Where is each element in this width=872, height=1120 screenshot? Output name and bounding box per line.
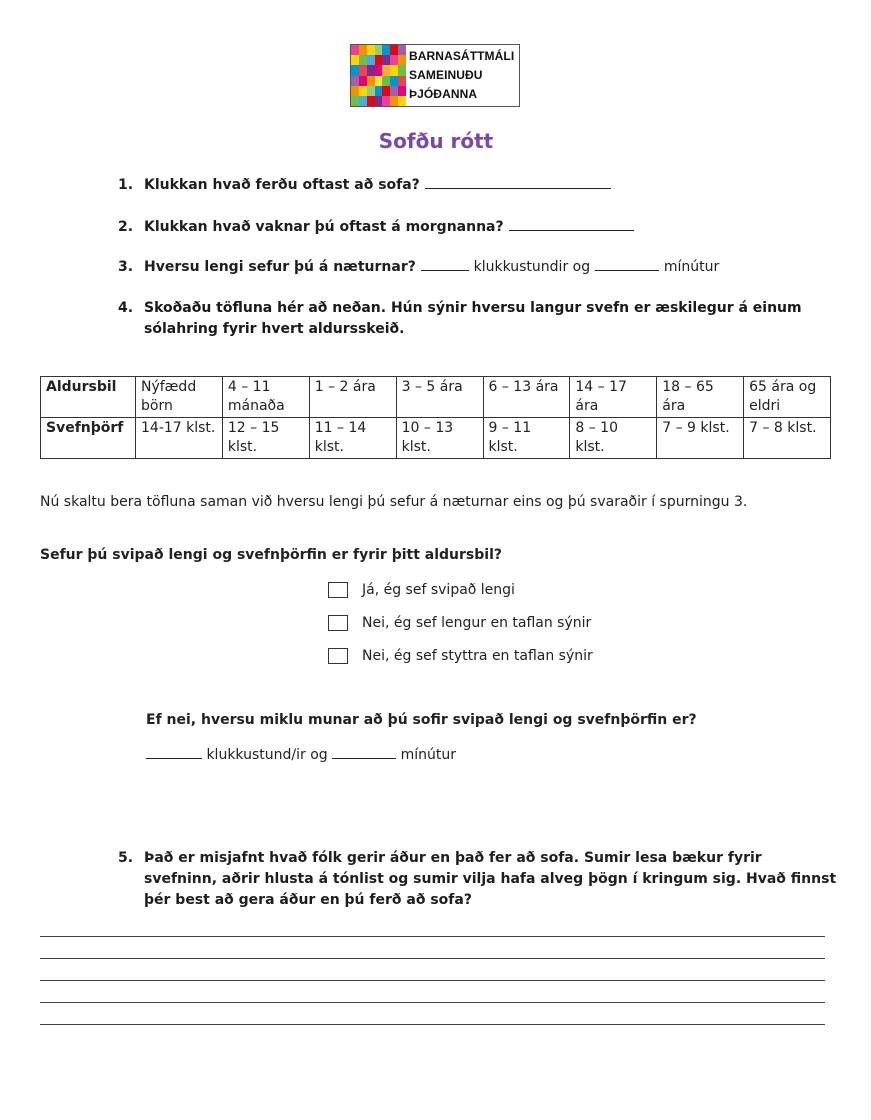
logo-tile [390,65,398,75]
logo-tile [398,96,406,106]
question-2-number: 2. [118,219,134,235]
logo-tile [367,86,375,96]
answer-line[interactable] [40,980,825,981]
table-cell: 7 – 9 klst. [657,418,744,459]
logo-tile [359,55,367,65]
question-3-minutes-blank[interactable] [595,258,659,271]
logo-tile [351,65,359,75]
difference-minutes-label: mínútur [400,747,456,763]
question-3-minutes-label: mínútur [663,259,720,275]
table-cell: 65 ára og eldri [744,377,831,418]
logo-tile [390,76,398,86]
answer-line[interactable] [40,1002,825,1003]
option-shorter[interactable] [328,648,593,664]
logo-tile [398,45,406,55]
question-1-number: 1. [118,177,134,193]
difference-answer [146,746,456,763]
question-3-hours-blank[interactable] [421,258,469,271]
answer-line[interactable] [40,958,825,959]
logo-tile [382,65,390,75]
difference-question: Ef nei, hversu miklu munar að þú sofir svipað lengi og svefnþörfin er? [146,712,697,728]
logo-tile [351,86,359,96]
logo-tile [375,96,383,106]
question-2-text: Klukkan hvað vaknar þú oftast á morgnanna? [144,219,504,235]
option-longer[interactable] [328,615,591,631]
logo-tile [359,65,367,75]
logo-tile [390,86,398,96]
table-row-age [41,377,831,418]
question-1-answer-blank[interactable] [425,176,611,189]
table-cell: 10 – 13 klst. [396,418,483,459]
question-1 [118,176,611,193]
logo-tile [398,55,406,65]
table-cell: 9 – 11 klst. [483,418,570,459]
option-same-label: Já, ég sef svipað lengi [362,582,515,598]
logo-tile [351,76,359,86]
logo-tile [367,45,375,55]
logo-tile [390,45,398,55]
logo-tile [398,65,406,75]
table-cell: 6 – 13 ára [483,377,570,418]
table-cell: 14 – 17 ára [570,377,657,418]
question-4-number: 4. [118,300,134,316]
logo-tile [398,76,406,86]
logo-tile [367,76,375,86]
logo-tile [375,86,383,96]
question-4 [118,298,818,340]
question-5-text: Það er misjafnt hvað fólk gerir áður en það fer að sofa. Sumir lesa bækur fyrir svefninn, aðrir hlusta á tónlist og sumir vilja hafa alveg þögn í kringum sig. Hvað finnst þér best að gera áður en þú ferð að sofa? [144,850,837,908]
logo-tile [375,55,383,65]
logo-tile [382,45,390,55]
question-3-number: 3. [118,259,134,275]
logo-tile [398,86,406,96]
logo-tile [359,96,367,106]
logo-tile [375,76,383,86]
logo-tile [359,45,367,55]
question-1-text: Klukkan hvað ferðu oftast að sofa? [144,177,420,193]
logo-tile [367,55,375,65]
difference-hours-blank[interactable] [146,746,202,759]
compare-instruction: Nú skaltu bera töfluna saman við hversu lengi þú sefur á næturnar eins og þú svaraðir í spurningu 3. [40,494,748,510]
checkbox-shorter[interactable] [328,648,348,664]
sleep-needs-table [40,376,831,459]
logo-tile [382,86,390,96]
table-cell: 18 – 65 ára [657,377,744,418]
table-cell: 11 – 14 klst. [309,418,396,459]
logo-tile [375,45,383,55]
logo-tile [390,55,398,65]
option-shorter-label: Nei, ég sef styttra en taflan sýnir [362,648,593,664]
un-crc-logo [350,44,520,107]
logo-tile [382,76,390,86]
question-4-text: Skoðaðu töfluna hér að neðan. Hún sýnir hversu langur svefn er æskilegur á einum sólahring fyrir hvert aldursskeið. [144,300,802,337]
logo-tile [359,76,367,86]
row-header-age: Aldursbil [41,377,136,418]
logo-tile [390,96,398,106]
option-longer-label: Nei, ég sef lengur en taflan sýnir [362,615,592,631]
table-cell: 8 – 10 klst. [570,418,657,459]
logo-tile [351,55,359,65]
answer-line[interactable] [40,936,825,937]
logo-tile [382,96,390,106]
logo-tile [375,65,383,75]
compare-question: Sefur þú svipað lengi og svefnþörfin er fyrir þitt aldursbil? [40,547,502,563]
logo-tile [359,86,367,96]
difference-minutes-blank[interactable] [332,746,396,759]
question-2-answer-blank[interactable] [509,218,634,231]
table-cell: 14-17 klst. [136,418,223,459]
question-3 [118,258,719,275]
logo-tile [367,96,375,106]
question-3-text: Hversu lengi sefur þú á næturnar? [144,259,416,275]
table-cell: 1 – 2 ára [309,377,396,418]
logo-tile [351,96,359,106]
difference-hours-label: klukkustund/ir og [206,747,328,763]
logo-tile [367,65,375,75]
worksheet-title: Sofðu rótt [378,129,494,153]
question-5 [118,848,838,911]
logo-mosaic [351,45,406,106]
answer-line[interactable] [40,1024,825,1025]
logo-tile [382,55,390,65]
checkbox-same[interactable] [328,582,348,598]
table-row-sleep [41,418,831,459]
row-header-sleep: Svefnþörf [41,418,136,459]
logo-line-1: BARNASÁTTMÁLI [409,49,515,63]
table-cell: 7 – 8 klst. [744,418,831,459]
logo-line-2: SAMEINUÐU [409,68,483,82]
logo-line-3: ÞJÓÐANNA [409,87,478,101]
logo-tile [351,45,359,55]
question-5-number: 5. [118,850,134,866]
table-cell: Nýfædd börn [136,377,223,418]
option-same[interactable] [328,582,515,598]
logo-text [409,47,514,104]
checkbox-longer[interactable] [328,615,348,631]
table-cell: 3 – 5 ára [396,377,483,418]
question-2 [118,218,634,235]
table-cell: 12 – 15 klst. [222,418,309,459]
question-3-hours-label: klukkustundir og [473,259,591,275]
table-cell: 4 – 11 mánaða [222,377,309,418]
